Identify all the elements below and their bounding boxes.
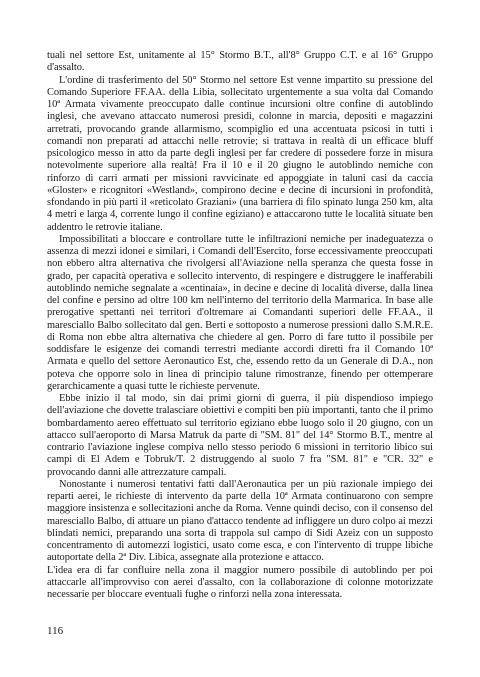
body-text: [47, 50, 433, 601]
paragraph-continuation: tuali nel settore Est, unitamente al 15° Stormo B.T., all'8° Gruppo C.T. e al 16° Gruppo d'assalto.: [47, 50, 433, 74]
paragraph: L'idea era di far confluire nella zona il maggior numero possibile di autoblindo per poi attaccarle all'improvviso con aerei d'assalto, con la collaborazione di colonne motorizzate necessarie per bloccare eventuali fughe o rinforzi nella zona interessata.: [47, 564, 433, 600]
paragraph: Nonostante i numerosi tentativi fatti dall'Aeronautica per un più razionale impiego dei reparti aerei, le richieste di intervento da parte della 10ª Armata continuarono con sempre maggiore insistenza e sollecitazioni anche da Roma. Venne quindi deciso, con il consenso del maresciallo Balbo, di attuare un piano d'attacco tendente ad infliggere un duro colpo ai mezzi blindati nemici, preparando una sorta di trappola sul campo di Sidi Azeiz con un supposto concentramento di automezzi logistici, usato come esca, e con l'intervento di truppe libiche autoportate della 2ª Div. Libica, assegnate alla protezione e attacco.: [47, 478, 433, 564]
paragraph: Impossibilitati a bloccare e controllare tutte le infiltrazioni nemiche per inadeguatezza o assenza di mezzi idonei e similari, i Comandi dell'Esercito, forse eccessivamente preoccupati non ebbero altra alternativa che rivolgersi all'Aviazione nella speranza che questa fosse in grado, per capacità operativa e sollecito intervento, di respingere e distruggere le inafferabili autoblindo nemiche segnalate a «centinaia», in decine e decine di località diverse, dalla linea del confine e persino ad oltre 100 km nell'interno del territorio della Marmarica. In base alle prerogative spettanti nei territori d'oltremare ai Comandanti superiori delle FF.AA., il maresciallo Balbo sollecitato dal gen. Berti e sottoposto a numerose pressioni dallo S.M.R.E. di Roma non ebbe altra alternativa che chiedere al gen. Porro di fare tutto il possibile per soddisfare le esigenze dei comandi terrestri mediante accordi diretti fra il Comando 10ª Armata e quello del settore Aeronautico Est, che, essendo retto da un Generale di D.A., non poteva che opporre solo in linea di principio talune rimostranze, finendo per ottemperare gerarchicamente a quasi tutte le richieste pervenute.: [47, 233, 433, 392]
paragraph: L'ordine di trasferimento del 50° Stormo nel settore Est venne impartito su pressione del Comando Superiore FF.AA. della Libia, sollecitato urgentemente a sua volta dal Comando 10ª Armata vivamente preoccupato dalle continue incursioni oltre confine di autoblindo inglesi, che avevano attaccato numerosi presidi, colonne in marcia, depositi e magazzini arretrati, provocando grande allarmismo, scompiglio ed una accentuata psicosi in tutti i comandi non preparati ad attacchi nelle retrovie; si trattava in realtà di un efficace bluff psicologico messo in atto da parte degli inglesi per far credere di possedere forze in misura notevolmente superiore alla realtà! Fra il 10 e il 20 giugno le autoblindo nemiche con rinforzo di carri armati per missioni ravvicinate ed appoggiate in taluni casi da caccia «Gloster» e ricognitori «Westland», compirono decine e decine di incursioni in profondità, sfondando in più parti il «reticolato Graziani» (una barriera di filo spinato lunga 250 km, alta 4 metri e larga 4, corrente lungo il confine egiziano) e attaccarono tutte le località situate ben addentro le retrovie italiane.: [47, 74, 433, 233]
page-number: 116: [47, 625, 64, 637]
paragraph: Ebbe inizio il tal modo, sin dai primi giorni di guerra, il più dispendioso impiego dell'aviazione che dovette tralasciare obiettivi e compiti ben più importanti, tanto che il primo bombardamento aereo effettuato sul territorio egiziano ebbe luogo solo il 20 giugno, con un attacco sull'aeroporto di Marsa Matruk da parte di "SM. 81" del 14° Stormo B.T., mentre al contrario l'aviazione inglese compiva nello stesso periodo 6 missioni in territorio libico sui campi di El Adem e Tobruk/T. 2 distruggendo al suolo 7 fra "SM. 81" e "CR. 32" e provocando danni alle attrezzature campali.: [47, 393, 433, 478]
